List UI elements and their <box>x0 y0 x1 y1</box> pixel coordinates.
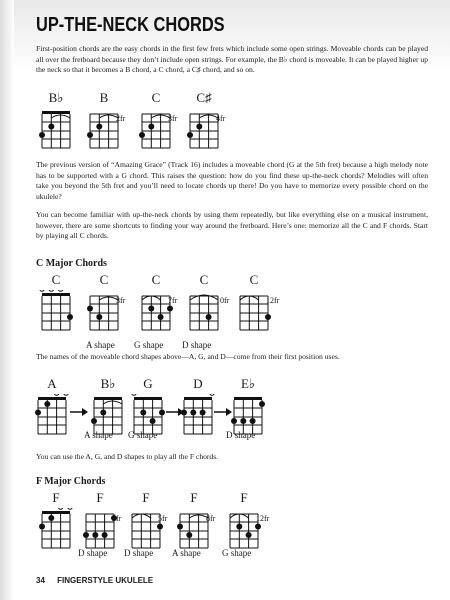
shape-label: D shape <box>78 548 108 558</box>
chord-diagram <box>38 508 74 554</box>
page-footer <box>36 576 163 585</box>
chord-name: C <box>151 272 161 287</box>
chord-name: F <box>96 490 104 505</box>
fret-label: 4fr <box>216 114 226 123</box>
fret-label: 12fr <box>266 296 280 305</box>
fret-label: 3fr <box>116 296 126 305</box>
chord-name: E♭ <box>240 376 256 391</box>
chord-name: C <box>51 272 61 287</box>
fret-label: 7fr <box>168 296 178 305</box>
chord-name: C <box>199 272 209 287</box>
fret-label: 8fr <box>206 514 216 523</box>
page-title: UP-THE-NECK CHORDS <box>36 14 225 36</box>
shape-label: D shape <box>226 430 256 440</box>
fret-label: 3fr <box>168 114 178 123</box>
chord-name: B♭ <box>48 90 64 105</box>
shape-label: A shape <box>172 548 201 558</box>
fret-label: 2fr <box>116 114 126 123</box>
chord-diagram <box>38 108 74 154</box>
fret-label: 3fr <box>112 514 122 523</box>
heading-f-major: F Major Chords <box>36 476 106 487</box>
chord-name: B <box>99 90 109 105</box>
book-title: FINGERSTYLE UKULELE <box>57 576 154 585</box>
chord-name: C♯ <box>196 90 212 105</box>
chord-name: F <box>142 490 150 505</box>
left-edge-texture <box>0 0 14 600</box>
shape-label: A shape <box>84 430 113 440</box>
chord-diagram <box>180 394 216 440</box>
shape-label: G shape <box>222 548 252 558</box>
arrow-icon <box>70 408 88 416</box>
chord-name: B♭ <box>100 376 116 391</box>
chord-name: C <box>249 272 259 287</box>
chord-name: D <box>193 376 203 391</box>
shape-label-g: G shape <box>128 430 158 440</box>
shape-label: G shape <box>134 340 164 350</box>
chord-diagram <box>34 394 70 440</box>
paragraph-shape-names: The names of the moveable chord shapes above—A, G, and D—come from their first position uses. <box>36 352 340 361</box>
paragraph-amazing-grace: The previous version of “Amazing Grace” (Track 16) includes a moveable chord (G at the 5th fret) because a high melody note has to be supported with a G chord. This raises the question: how do you find these up-the-neck chords? Melodies will often take you beyond the 5th fret and you’ll need to locate chords up there! Do you have to memorize every possible chord on the ukulele? <box>36 160 428 201</box>
page-number: 34 <box>36 576 45 585</box>
fret-label: 10fr <box>216 296 230 305</box>
paragraph-intro: First-position chords are the easy chords in the first few frets which include some open strings. Moveable chords can be played all over the fretboard because they don’t include open strings. For example, the B♭ chord is moveable. It can be played higher up the neck so that it becomes a B chord, a C chord, a C♯ chord, and so on. <box>36 44 428 74</box>
shape-label: D shape <box>124 548 154 558</box>
chord-name: F <box>240 490 248 505</box>
shape-label: D shape <box>182 340 212 350</box>
chord-name: C <box>99 272 109 287</box>
paragraph-f-chords: You can use the A, G, and D shapes to play all the F chords. <box>36 452 219 461</box>
chord-name: F <box>52 490 60 505</box>
fret-label: 5fr <box>158 514 168 523</box>
fret-label: 12fr <box>256 514 270 523</box>
chord-name: F <box>190 490 198 505</box>
chord-name: G <box>143 376 153 391</box>
shape-label: A shape <box>86 340 115 350</box>
chord-diagram <box>38 290 74 336</box>
chord-name: A <box>47 376 57 391</box>
heading-c-major: C Major Chords <box>36 258 107 269</box>
chord-name: C <box>151 90 161 105</box>
paragraph-shortcuts: You can become familiar with up-the-neck chords by using them repeatedly, but like everything else on a musical instrument, however, there are some shortcuts to finding your way around the fretboard. Here’s one: memorize all the C and F chords. Start by playing all C chords. <box>36 210 428 240</box>
